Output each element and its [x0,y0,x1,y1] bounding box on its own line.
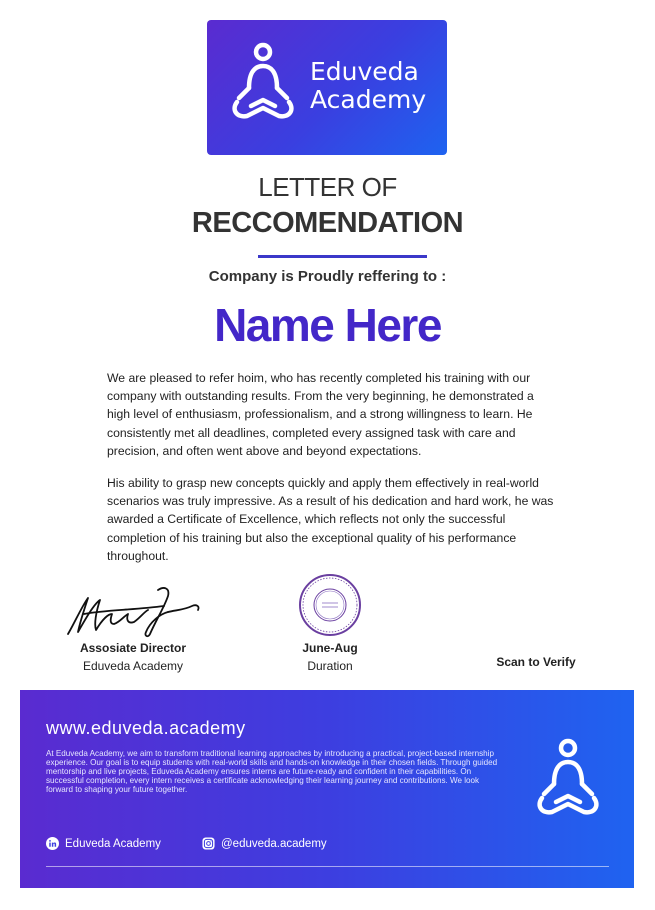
logo-wordmark [310,58,426,114]
footer-divider [46,866,609,867]
meditation-icon [227,42,299,122]
duration-label: Duration [307,659,353,673]
footer-description: At Eduveda Academy, we aim to transform traditional learning approaches by introducing a practical, project-based internship experience. Our goal is to equip students with real-world skills and hands-on knowledge in their chosen fields. Through guided mentorship and live projects, Eduveda Academy ensures interns are future-ready and confident in their capabilities. On successful completion, every intern receives a certificate acknowledging their learning journey and contributions. We look forward to shaping your future together. [46,749,498,794]
duration-value: June-Aug [302,641,358,655]
linkedin-label: Eduveda Academy [65,837,161,850]
title-line1: LETTER OF [258,172,397,202]
instagram-icon [202,837,215,850]
instagram-label: @eduveda.academy [221,837,327,850]
logo-line2: Academy [310,85,427,114]
title-line2: RECCOMENDATION [191,207,464,239]
company-seal [298,573,362,637]
linkedin-icon [46,837,59,850]
director-org: Eduveda Academy [82,659,184,673]
recipient-name: Name Here [214,299,441,351]
scan-to-verify: Scan to Verify [496,655,576,669]
signature-graphic [64,584,204,640]
director-role: Assosiate Director [79,641,187,655]
meditation-icon [532,738,604,818]
instagram-link[interactable] [202,837,327,850]
footer-url[interactable]: www.eduveda.academy [46,718,246,738]
body-paragraph-2: His ability to grasp new concepts quickly and apply them effectively in real-world scenarios was truly impressive. As a result of his dedication and hard work, he was awarded a Certificate of Excellence, which reflects not only the successful completion of his training but also the exceptional quality of his performance throughout. [107,476,554,563]
subtitle: Company is Proudly reffering to : [208,268,447,285]
logo-line1: Eduveda [310,57,419,86]
linkedin-link[interactable] [46,837,161,850]
body-paragraph-1: We are pleased to refer hoim, who has recently completed his training with our company with outstanding results. From the very beginning, he demonstrated a high level of enthusiasm, professionalism, and a strong willingness to learn. He consistently met all deadlines, completed every assigned task with care and precision, and often went above and beyond expectations. [107,371,534,458]
footer-banner [20,690,634,888]
logo-banner [207,20,447,155]
title-divider [258,255,427,258]
